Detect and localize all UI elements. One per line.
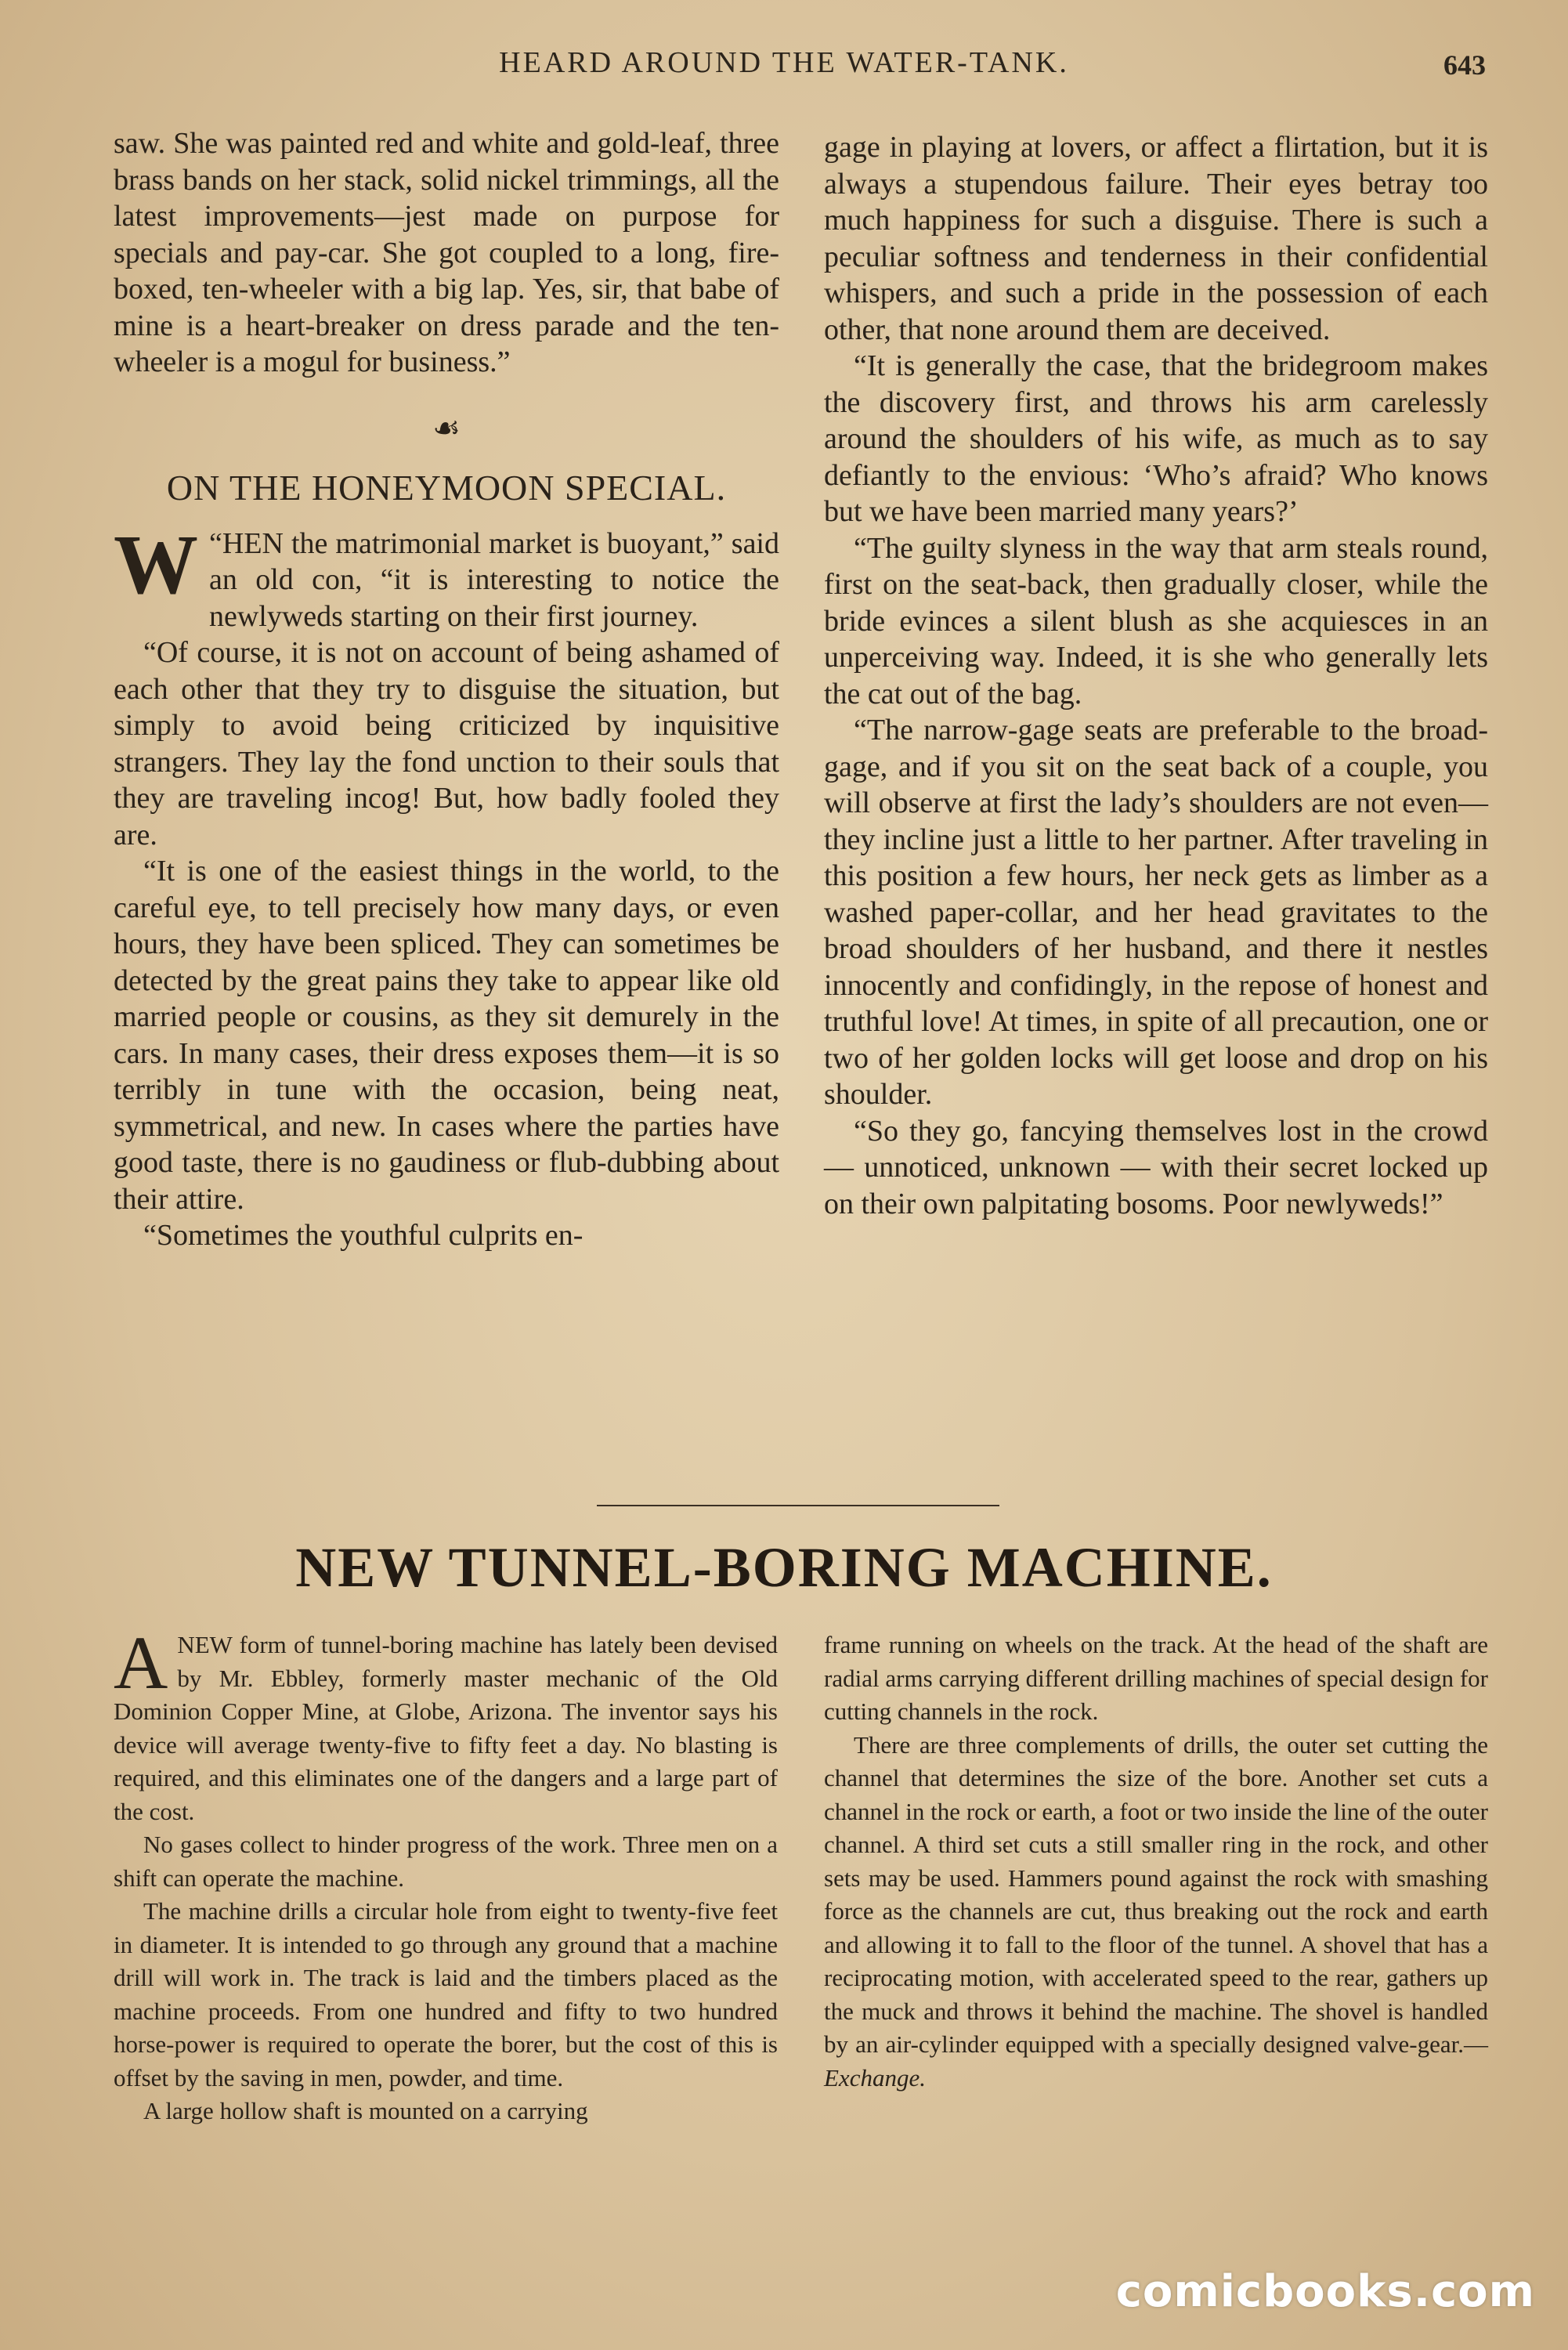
honeymoon-paragraph-1 xyxy=(114,518,779,635)
open-quote: “ xyxy=(209,526,222,560)
tunnel-paragraph-1 xyxy=(114,1621,778,1828)
honeymoon-paragraph-6: “It is generally the case, that the bridegroom makes the discovery first, and throws his arm carelessly around the shoulders of his wife, as much as to say defiantly to the envious: ‘Who’s afraid? Who knows but we have been married many years?’ xyxy=(824,349,1488,528)
tunnel-paragraph-6 xyxy=(824,1729,1488,2095)
site-watermark: comicbooks.com xyxy=(1115,2266,1535,2317)
honeymoon-paragraph-5: gage in playing at lovers, or affect a flirtation, but it is always a stupendous failure. Their eyes betray too much happiness for such a disguise. There is such a peculiar softness and tenderness in their confidential whispers, and such a pride in the possession of each other, that none around them are deceived. xyxy=(824,131,1488,346)
source-credit: Exchange. xyxy=(824,2063,926,2092)
honeymoon-paragraph-3: “It is one of the easiest things in the world, to the careful eye, to tell precisely how many days, or even hours, they have been spliced. They can sometimes be detected by the great pains they take to appear like old married people or cousins, as they sit demurely in the cars. In many cases, their dress exposes them—it is so terribly in tune with the occasion, being neat, symmetrical, and new. In cases where the parties have good taste, there is no gaudiness or flub-dubbing about their attire. xyxy=(114,855,779,1216)
page-number: 643 xyxy=(1443,49,1486,81)
top-right-column xyxy=(824,129,1488,1222)
honeymoon-paragraph-8: “The narrow-gage seats are preferable to the broad-gage, and if you sit on the seat back of a couple, you will observe at first the lady’s shoulders are not even—they incline just a little to her partner. After traveling in this position a few hours, her neck gets as limber as a washed paper-collar, and her head gravitates to the broad shoulders of her husband, and there it nestles innocently and confidingly, in the repose of honest and truthful love! At times, in spite of all precaution, one or two of her golden locks will get loose and drop on his shoulder. xyxy=(824,714,1488,1111)
honeymoon-paragraph-9: “So they go, fancying themselves lost in the crowd — unnoticed, unknown — with their secret locked up on their own palpitating bosoms. Poor newlyweds!” xyxy=(824,1114,1488,1220)
section-heading: ON THE HONEYMOON SPECIAL. xyxy=(166,468,727,508)
paragraph-text: NEW form of tunnel-boring machine has lately been devised by Mr. Ebbley, formerly master mechanic of the Old Dominion Copper Mine, at Globe, Arizona. The inventor says his device will average twenty-five to fifty feet a day. No blasting is required, and this eliminates one of the dangers and a large part of the cost. xyxy=(114,1631,778,1825)
tunnel-paragraph-2: No gases collect to hinder progress of the work. Three men on a shift can operate the machine. xyxy=(114,1831,778,1892)
continuation-paragraph: saw. She was painted red and white and gold-leaf, three brass bands on her stack, solid nickel trimmings, all the latest improvements—jest made on purpose for specials and pay-car. She got coupled to a long, fire-boxed, ten-wheeler with a big lap. Yes, sir, that babe of mine is a heart-breaker on dress parade and the ten-wheeler is a mogul for business.” xyxy=(114,127,779,378)
article-right-column xyxy=(824,1629,1488,2095)
paragraph-text: HEN the matrimonial market is buoyant,” said an old con, “it is interesting to notice the newlyweds starting on their first journey. xyxy=(209,526,779,633)
honeymoon-paragraph-2: “Of course, it is not on account of being ashamed of each other that they try to disguise the situation, but simply to avoid being criticized by inquisitive strangers. They lay the fond unction to their souls that they are traveling incog! But, how badly fooled they are. xyxy=(114,636,779,851)
section-divider xyxy=(597,1505,999,1506)
honeymoon-paragraph-4: “Sometimes the youthful culprits en- xyxy=(143,1219,583,1252)
drop-cap: A xyxy=(114,1621,168,1705)
tunnel-paragraph-5: frame running on wheels on the track. At the head of the shaft are radial arms carrying different drilling machines of special design for cutting channels in the rock. xyxy=(824,1631,1488,1725)
ornament-icon: ☙ xyxy=(432,410,461,446)
article-left-column xyxy=(114,1621,778,2128)
article-title: NEW TUNNEL-BORING MACHINE. xyxy=(295,1536,1273,1599)
top-left-column xyxy=(114,125,779,1254)
tunnel-paragraph-4: A large hollow shaft is mounted on a carrying xyxy=(143,2097,588,2124)
running-title: HEARD AROUND THE WATER-TANK. xyxy=(499,46,1069,79)
honeymoon-paragraph-7: “The guilty slyness in the way that arm steals round, first on the seat-back, then gradually closer, while the bride evinces a silent blush as she acquiesces in an unperceiving way. Indeed, it is she who generally lets the cat out of the bag. xyxy=(824,531,1488,710)
paragraph-text: There are three complements of drills, the outer set cutting the channel that determines the size of the bore. Another set cuts a channel in the rock or earth, a foot or two inside the line of the outer channel. A third set cuts a still smaller ring in the rock, and other sets may be used. Hammers pound against the rock with smashing force as the channels are cut, thus breaking out the rock and earth and allowing it to fall to the floor of the tunnel. A shovel that has a reciprocating motion, with accelerated speed to the rear, gathers up the muck and throws it behind the machine. The shovel is handled by an air-cylinder equipped with a specially designed valve-gear.— xyxy=(824,1730,1488,2058)
tunnel-paragraph-3: The machine drills a circular hole from eight to twenty-five feet in diameter. It is intended to go through any ground that a machine drill will work in. The track is laid and the timbers placed as the machine proceeds. From one hundred and fifty to two hundred horse-power is required to operate the borer, but the cost of this is offset by the saving in men, powder, and time. xyxy=(114,1897,778,2092)
drop-cap: W xyxy=(114,518,198,612)
